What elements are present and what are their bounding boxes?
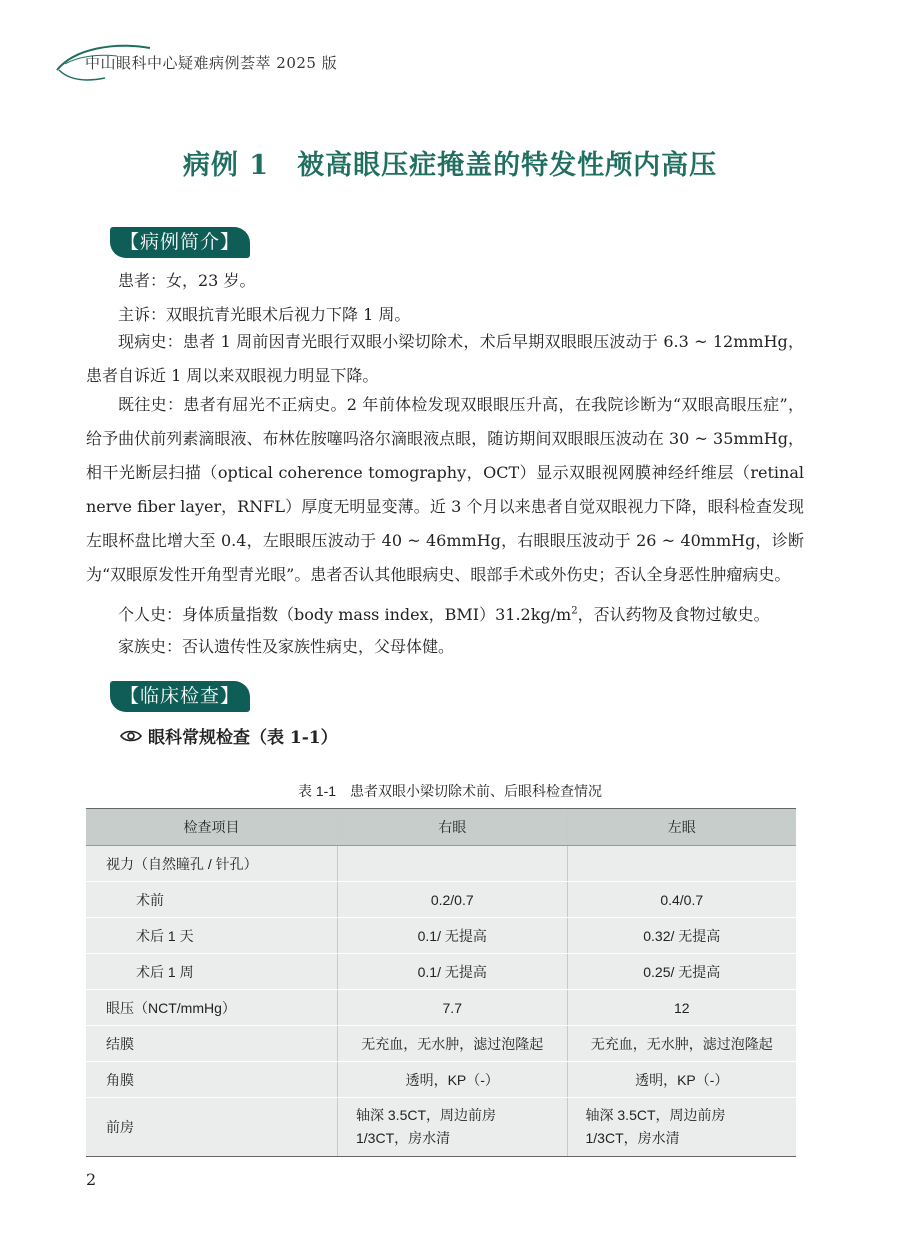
paragraph-present-illness: 现病史：患者 1 周前因青光眼行双眼小梁切除术，术后早期双眼眼压波动于 6.3 ~ 12mmHg，患者自诉近 1 周以来双眼视力明显下降。: [86, 332, 804, 385]
personal-history-superscript: 2: [571, 605, 578, 617]
table-row: [86, 990, 796, 1026]
cell-right: 透明，KP（-）: [338, 1062, 568, 1098]
cell-right: 7.7: [338, 990, 568, 1026]
subheading-text: 眼科常规检查（表 1-1）: [148, 728, 338, 748]
table-header-row: [86, 809, 796, 846]
table-row: [86, 1098, 796, 1157]
cell-item: 术后 1 周: [86, 954, 338, 990]
cell-right: 无充血，无水肿，滤过泡隆起: [338, 1026, 568, 1062]
cell-right: 0.1/ 无提高: [338, 954, 568, 990]
table-row: [86, 954, 796, 990]
page-title: 病例 1 被高眼压症掩盖的特发性颅内高压: [182, 150, 718, 181]
cell-right: 0.2/0.7: [338, 882, 568, 918]
page-number: 2: [86, 1170, 97, 1189]
paragraph-family-history: 家族史：否认遗传性及家族性病史，父母体健。: [118, 637, 455, 656]
cell-item: 视力（自然瞳孔 / 针孔）: [86, 846, 338, 882]
cell-left: 0.4/0.7: [567, 882, 796, 918]
table-row: [86, 1026, 796, 1062]
subheading: [120, 723, 338, 748]
cell-item: 角膜: [86, 1062, 338, 1098]
cell-left: 12: [567, 990, 796, 1026]
cell-left: 0.32/ 无提高: [567, 918, 796, 954]
section-tab-clinical-exam: 【临床检查】: [110, 681, 250, 712]
cell-left: 透明，KP（-）: [567, 1062, 796, 1098]
table-row: [86, 846, 796, 882]
table-caption: 表 1-1 患者双眼小梁切除术前、后眼科检查情况: [297, 783, 603, 799]
header-title: 中山眼科中心疑难病例荟萃 2025 版: [85, 54, 338, 72]
cell-item: 术前: [86, 882, 338, 918]
paragraph-personal-history: [86, 598, 804, 632]
cell-right: 轴深 3.5CT，周边前房 1/3CT，房水清: [338, 1098, 568, 1157]
section-tab-case-intro: 【病例简介】: [110, 227, 250, 258]
cell-left: 0.25/ 无提高: [567, 954, 796, 990]
cell-right: 0.1/ 无提高: [338, 918, 568, 954]
cell-item: 术后 1 天: [86, 918, 338, 954]
paragraph-past-history: 既往史：患者有屈光不正病史。2 年前体检发现双眼眼压升高，在我院诊断为“双眼高眼压症”，给予曲伏前列素滴眼液、布林佐胺噻吗洛尔滴眼液点眼，随访期间双眼眼压波动在 30 ~ 35mmHg，相干光断层扫描（optical coherence tomography，OCT）显示双眼视网膜神经纤维层（retinal nerve fiber layer，RNFL）厚度无明显变薄。近 3 个月以来患者自觉双眼视力下降，眼科检查发现左眼杯盘比增大至 0.4，左眼眼压波动于 40 ~ 46mmHg，右眼眼压波动于 26 ~ 40mmHg，诊断为“双眼原发性开角型青光眼”。患者否认其他眼病史、眼部手术或外伤史；否认全身恶性肿瘤病史。: [86, 395, 804, 584]
header-right-eye: 右眼: [338, 809, 568, 846]
paragraph-complaint: 主诉：双眼抗青光眼术后视力下降 1 周。: [118, 305, 411, 324]
table-row: [86, 882, 796, 918]
cell-left: 轴深 3.5CT，周边前房 1/3CT，房水清: [567, 1098, 796, 1157]
running-header: [55, 40, 475, 90]
cell-right: [338, 846, 568, 882]
eye-icon: [120, 729, 142, 743]
cell-left: [567, 846, 796, 882]
paragraph-patient: 患者：女，23 岁。: [118, 271, 256, 290]
cell-left: 无充血，无水肿，滤过泡隆起: [567, 1026, 796, 1062]
table-row: [86, 918, 796, 954]
personal-history-text: 个人史：身体质量指数（body mass index，BMI）31.2kg/m: [118, 605, 572, 624]
cell-item: 前房: [86, 1098, 338, 1157]
table-row: [86, 1062, 796, 1098]
cell-item: 眼压（NCT/mmHg）: [86, 990, 338, 1026]
cell-item: 结膜: [86, 1026, 338, 1062]
exam-table: [86, 808, 796, 1157]
header-left-eye: 左眼: [567, 809, 796, 846]
header-item: 检查项目: [86, 809, 338, 846]
personal-history-suffix: ，否认药物及食物过敏史。: [577, 605, 770, 624]
